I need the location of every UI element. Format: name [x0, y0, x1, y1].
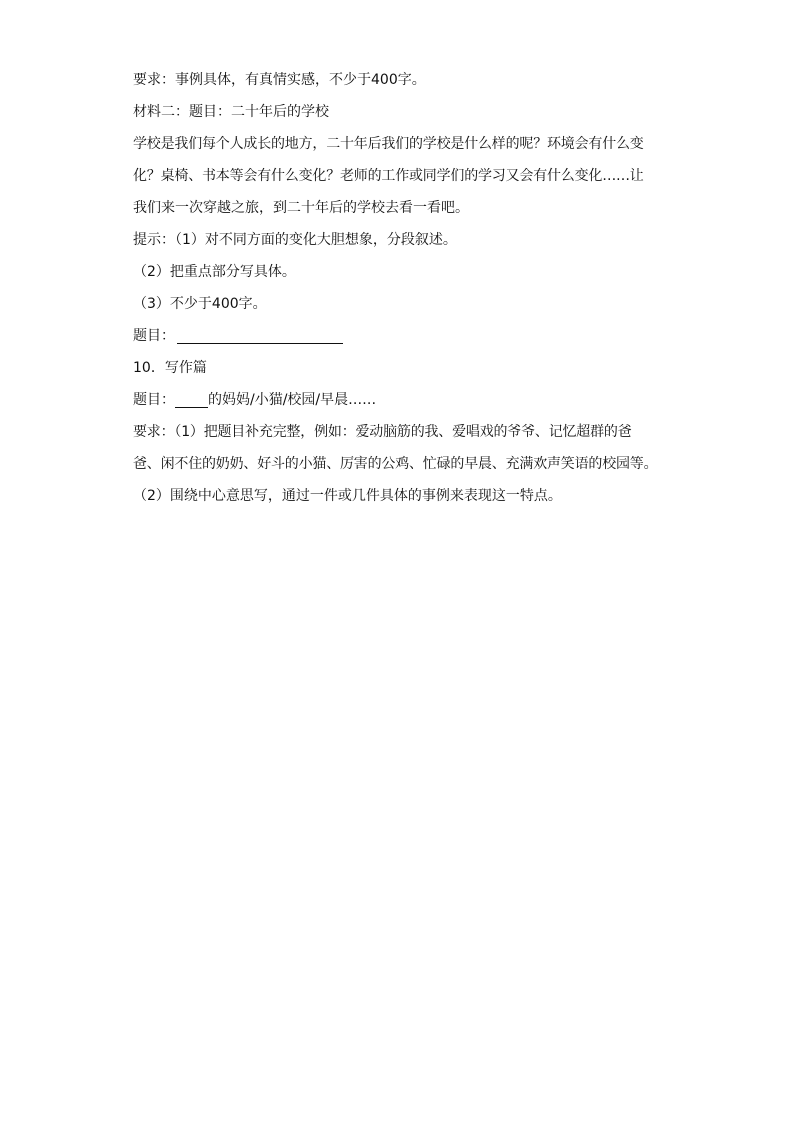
title-answer-line [133, 320, 673, 352]
title-label: 题目： [133, 328, 175, 344]
hint-line-1: 提示：（1）对不同方面的变化大胆想象，分段叙述。 [133, 232, 457, 248]
material-paragraph-line-3: 我们来一次穿越之旅，到二十年后的学校去看一看吧。 [133, 200, 469, 216]
question-10-title-options: 的妈妈/小猫/校园/早晨…… [208, 392, 377, 408]
question-10-requirement-line-2: 爸、闲不住的奶奶、好斗的小猫、厉害的公鸡、忙碌的早晨、充满欢声笑语的校园等。 [133, 456, 658, 472]
question-10-title-line [133, 384, 673, 416]
question-10-requirement-line-3: （2）围绕中心意思写，通过一件或几件具体的事例来表现这一特点。 [133, 488, 562, 504]
material-paragraph-line-2: 化？桌椅、书本等会有什么变化？老师的工作或同学们的学习又会有什么变化……让 [133, 168, 644, 184]
material-paragraph-line-1: 学校是我们每个人成长的地方，二十年后我们的学校是什么样的呢？环境会有什么变 [133, 136, 644, 152]
material-two-title-line: 材料二：题目：二十年后的学校 [133, 104, 329, 120]
question-10-heading: 10．写作篇 [133, 360, 207, 376]
requirement-line: 要求：事例具体，有真情实感，不少于400字。 [133, 72, 426, 88]
question-10-title-blank[interactable] [175, 389, 208, 408]
question-10-requirement-line-1: 要求：（1）把题目补充完整，例如：爱动脑筋的我、爱唱戏的爷爷、记忆超群的爸 [133, 424, 632, 440]
hint-line-3: （3）不少于400字。 [133, 296, 267, 312]
title-answer-blank[interactable] [177, 325, 343, 344]
question-10-title-label: 题目： [133, 392, 175, 408]
document-content [133, 64, 673, 512]
hint-line-2: （2）把重点部分写具体。 [133, 264, 296, 280]
